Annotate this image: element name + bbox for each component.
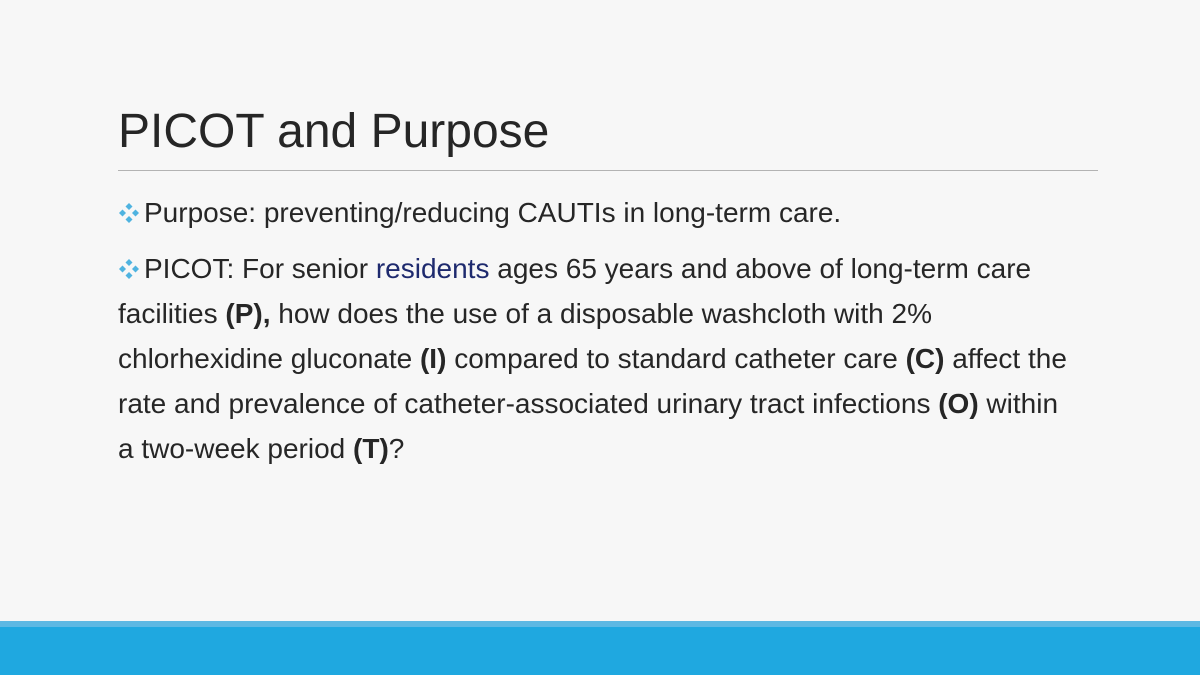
bullet-list — [118, 190, 1078, 482]
four-diamond-bullet-icon — [118, 202, 140, 224]
slide-title: PICOT and Purpose — [118, 105, 550, 158]
title-divider — [118, 170, 1098, 171]
bullet-item-purpose — [118, 190, 1078, 235]
picot-text-part: ? — [388, 433, 405, 464]
bullet-text-purpose: Purpose: preventing/reducing CAUTIs in long-term care. — [144, 197, 842, 228]
picot-text-part: affect the rate and prevalence of catheter-associated urinary tract infections — [118, 343, 1067, 419]
picot-population-label: (P), — [225, 298, 271, 329]
picot-text-part: how does the use of a disposable washcloth with 2% chlorhexidine gluconate — [118, 298, 932, 374]
bullet-item-picot — [118, 246, 1078, 471]
picot-text-part: compared to standard catheter care — [446, 343, 906, 374]
picot-intervention-label: (I) — [419, 343, 447, 374]
residents-link-word: residents — [375, 253, 490, 284]
picot-text-part: ages 65 years and above of long-term care facilities — [118, 253, 1032, 329]
four-diamond-bullet-icon — [118, 258, 140, 280]
footer-accent-bar — [0, 627, 1200, 675]
picot-comparison-label: (C) — [905, 343, 945, 374]
picot-time-label: (T) — [353, 433, 389, 464]
picot-text-part: PICOT: For senior — [144, 253, 376, 284]
picot-outcome-label: (O) — [938, 388, 979, 419]
picot-text-part: within a two-week period — [118, 388, 1059, 464]
